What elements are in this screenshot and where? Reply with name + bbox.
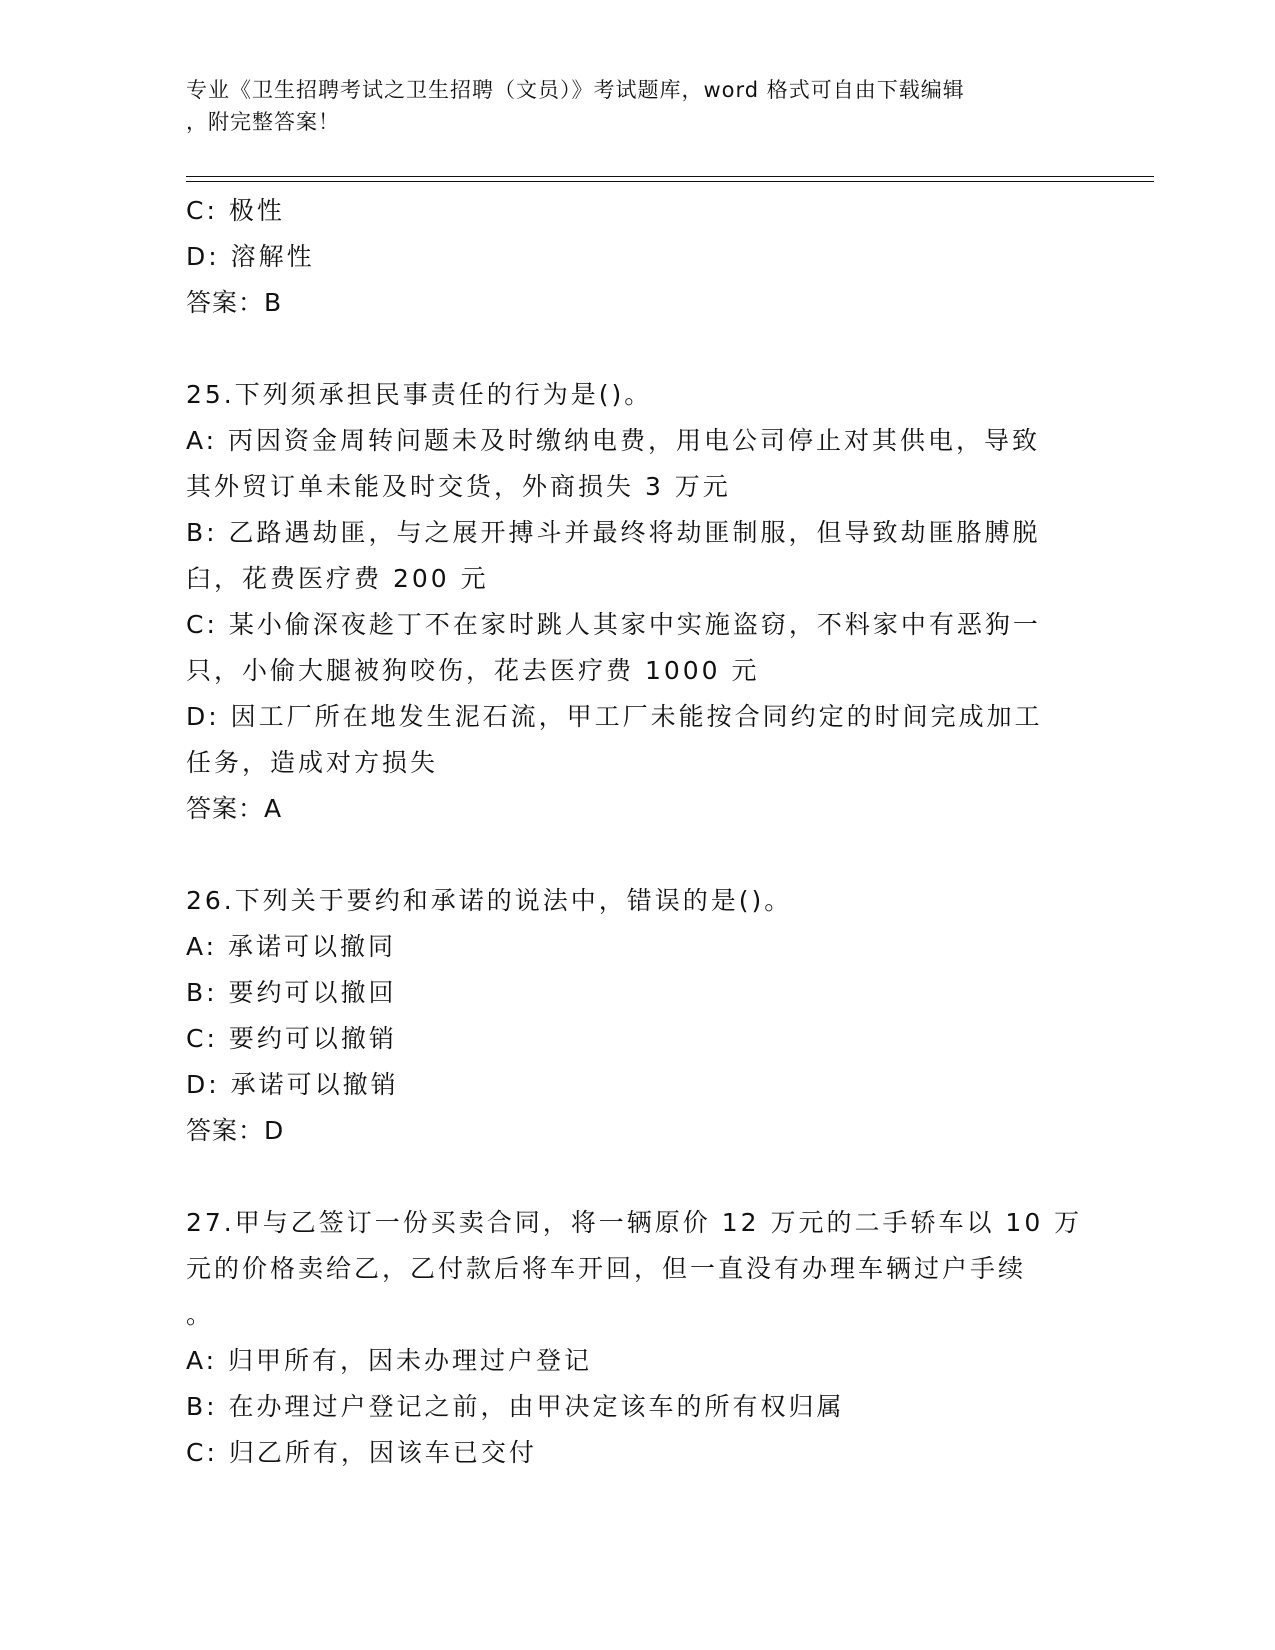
header-line-2: ，附完整答案！ xyxy=(186,110,340,134)
option-d-line-1: D: 因工厂所在地发生泥石流，甲工厂未能按合同约定的时间完成加工 xyxy=(186,702,1043,731)
option-d: D: 溶解性 xyxy=(186,242,315,271)
option-d-line-2: 任务，造成对方损失 xyxy=(186,748,439,777)
previous-question-tail xyxy=(186,188,1066,326)
option-a: A: 归甲所有，因未办理过户登记 xyxy=(186,1346,593,1375)
spacer xyxy=(186,326,1066,372)
option-d: D: 承诺可以撤销 xyxy=(186,1070,399,1099)
question-stem: 25.下列须承担民事责任的行为是()。 xyxy=(186,380,653,409)
question-stem-line-2: 元的价格卖给乙，乙付款后将车开回，但一直没有办理车辆过户手续 xyxy=(186,1254,1027,1283)
answer-line: 答案：A xyxy=(186,794,283,823)
option-c: C: 极性 xyxy=(186,196,285,225)
header-rule-bottom xyxy=(186,181,1154,182)
option-c: C: 归乙所有，因该车已交付 xyxy=(186,1438,537,1467)
option-b-line-1: B: 乙路遇劫匪，与之展开搏斗并最终将劫匪制服，但导致劫匪胳膊脱 xyxy=(186,518,1041,547)
question-25 xyxy=(186,372,1066,832)
spacer xyxy=(186,1154,1066,1200)
spacer xyxy=(186,832,1066,878)
header-rule-top xyxy=(186,176,1154,177)
question-stem-line-3: 。 xyxy=(186,1300,215,1329)
question-stem-line-1: 27.甲与乙签订一份买卖合同，将一辆原价 12 万元的二手轿车以 10 万 xyxy=(186,1208,1083,1237)
question-stem: 26.下列关于要约和承诺的说法中，错误的是()。 xyxy=(186,886,793,915)
option-a: A: 承诺可以撤同 xyxy=(186,932,397,961)
header-line-1: 专业《卫生招聘考试之卫生招聘（文员）》考试题库，word 格式可自由下载编辑 xyxy=(186,78,965,102)
answer-line: 答案：B xyxy=(186,288,283,317)
option-c-line-2: 只，小偷大腿被狗咬伤，花去医疗费 1000 元 xyxy=(186,656,760,685)
option-a-line-1: A: 丙因资金周转问题未及时缴纳电费，用电公司停止对其供电，导致 xyxy=(186,426,1041,455)
option-a-line-2: 其外贸订单未能及时交货，外商损失 3 万元 xyxy=(186,472,731,501)
option-c-line-1: C: 某小偷深夜趁丁不在家时跳人其家中实施盗窃，不料家中有恶狗一 xyxy=(186,610,1041,639)
option-c: C: 要约可以撤销 xyxy=(186,1024,397,1053)
option-b: B: 要约可以撤回 xyxy=(186,978,397,1007)
question-content xyxy=(186,188,1083,1476)
question-27 xyxy=(186,1200,1083,1476)
document-header xyxy=(186,74,1066,138)
option-b: B: 在办理过户登记之前，由甲决定该车的所有权归属 xyxy=(186,1392,845,1421)
option-b-line-2: 臼，花费医疗费 200 元 xyxy=(186,564,489,593)
question-26 xyxy=(186,878,1066,1154)
answer-line: 答案：D xyxy=(186,1116,285,1145)
